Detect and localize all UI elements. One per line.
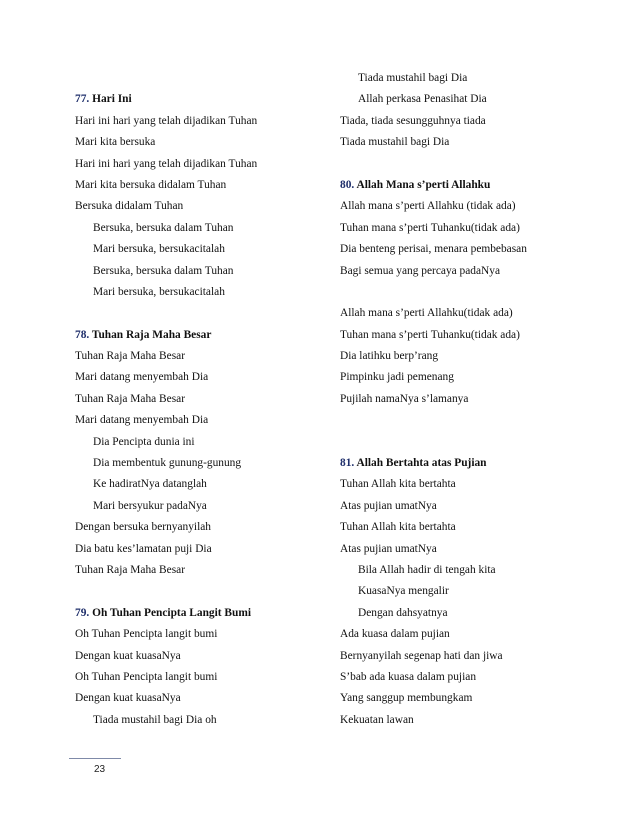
lyric-line-indented: Tiada mustahil bagi Dia bbox=[358, 72, 468, 84]
lyric-line: Dia benteng perisai, menara pembebasan bbox=[340, 243, 527, 256]
song-title bbox=[340, 453, 610, 474]
song-title bbox=[75, 603, 325, 624]
song-title-text: Hari Ini bbox=[89, 93, 132, 106]
blank-line bbox=[340, 282, 610, 303]
lyric-line: Oh Tuhan Pencipta langit bumi bbox=[75, 628, 218, 641]
lyric-line: Pimpinku jadi pemenang bbox=[340, 371, 454, 384]
lyric-line-indented: Mari bersuka, bersukacitalah bbox=[93, 243, 225, 256]
lyric-line: Dengan kuat kuasaNya bbox=[75, 692, 181, 705]
page-number: 23 bbox=[94, 764, 106, 775]
blank-line bbox=[340, 432, 610, 453]
lyric-line: Pujilah namaNya s’lamanya bbox=[340, 392, 469, 405]
lyric-line: Hari ini hari yang telah dijadikan Tuhan bbox=[75, 157, 258, 170]
blank-line bbox=[75, 68, 325, 89]
song-title-text: Allah Bertahta atas Pujian bbox=[354, 457, 487, 470]
lyric-line: Dia latihku berp’rang bbox=[340, 350, 439, 363]
lyric-line: Atas pujian umatNya bbox=[340, 542, 437, 555]
lyric-line-indented: Mari bersuka, bersukacitalah bbox=[93, 285, 225, 298]
lyric-line: Bernyanyilah segenap hati dan jiwa bbox=[340, 649, 503, 662]
footer-rule bbox=[69, 758, 121, 759]
lyric-line: Allah mana s’perti Allahku (tidak ada) bbox=[340, 200, 516, 213]
lyric-line-indented: KuasaNya mengalir bbox=[358, 585, 449, 598]
lyric-line-indented: Allah perkasa Penasihat Dia bbox=[358, 93, 487, 106]
lyric-line: Dengan kuat kuasaNya bbox=[75, 649, 181, 662]
song-title-text: Allah Mana s’perti Allahku bbox=[354, 178, 491, 191]
lyric-line-indented: Bersuka, bersuka dalam Tuhan bbox=[93, 221, 234, 234]
lyric-line: Mari datang menyembah Dia bbox=[75, 371, 209, 384]
lyric-line: Tuhan Raja Maha Besar bbox=[75, 392, 185, 405]
lyric-line: Bersuka didalam Tuhan bbox=[75, 200, 184, 213]
song-title-text: Tuhan Raja Maha Besar bbox=[89, 328, 212, 341]
blank-line bbox=[75, 303, 325, 324]
right-column bbox=[340, 68, 610, 731]
lyric-line-indented: Tiada mustahil bagi Dia oh bbox=[93, 713, 217, 726]
song-title-text: Oh Tuhan Pencipta Langit Bumi bbox=[89, 606, 251, 619]
lyric-line: Allah mana s’perti Allahku(tidak ada) bbox=[340, 307, 513, 320]
lyric-line: Atas pujian umatNya bbox=[340, 499, 437, 512]
lyric-line: Hari ini hari yang telah dijadikan Tuhan bbox=[75, 114, 258, 127]
lyric-line: Dengan bersuka bernyanyilah bbox=[75, 521, 212, 534]
lyric-line: Tiada, tiada sesungguhnya tiada bbox=[340, 114, 486, 127]
lyric-line: Mari datang menyembah Dia bbox=[75, 414, 209, 427]
left-column bbox=[75, 68, 325, 731]
lyric-line-indented: Bila Allah hadir di tengah kita bbox=[358, 563, 496, 576]
lyric-line: Tuhan mana s’perti Tuhanku(tidak ada) bbox=[340, 328, 520, 341]
blank-line bbox=[340, 154, 610, 175]
lyric-line: Tuhan Allah kita bertahta bbox=[340, 521, 456, 534]
lyric-line: S’bab ada kuasa dalam pujian bbox=[340, 670, 477, 683]
blank-line bbox=[340, 410, 610, 431]
lyric-line-indented: Dengan dahsyatnya bbox=[358, 606, 448, 619]
lyric-line: Tuhan Raja Maha Besar bbox=[75, 350, 185, 363]
lyric-line: Oh Tuhan Pencipta langit bumi bbox=[75, 670, 218, 683]
song-title bbox=[340, 175, 610, 196]
blank-line bbox=[75, 581, 325, 602]
song-number: 81. bbox=[340, 457, 355, 470]
lyric-line-indented: Ke hadiratNya datanglah bbox=[93, 478, 207, 491]
lyric-line: Tuhan mana s’perti Tuhanku(tidak ada) bbox=[340, 221, 520, 234]
lyric-line: Tuhan Raja Maha Besar bbox=[75, 563, 185, 576]
lyric-line: Bagi semua yang percaya padaNya bbox=[340, 264, 501, 277]
lyric-line: Tuhan Allah kita bertahta bbox=[340, 478, 456, 491]
lyric-line: Yang sanggup membungkam bbox=[340, 692, 473, 705]
lyric-line: Kekuatan lawan bbox=[340, 713, 414, 726]
lyric-line-indented: Mari bersyukur padaNya bbox=[93, 499, 207, 512]
song-title bbox=[75, 325, 325, 346]
song-number: 80. bbox=[340, 178, 355, 191]
lyric-line-indented: Bersuka, bersuka dalam Tuhan bbox=[93, 264, 234, 277]
lyric-line: Dia batu kes’lamatan puji Dia bbox=[75, 542, 212, 555]
song-number: 79. bbox=[75, 606, 90, 619]
song-number: 78. bbox=[75, 328, 90, 341]
lyric-line-indented: Dia Pencipta dunia ini bbox=[93, 435, 195, 448]
lyric-line: Mari kita bersuka bbox=[75, 136, 156, 149]
lyric-line-indented: Dia membentuk gunung-gunung bbox=[93, 457, 242, 470]
lyric-line: Tiada mustahil bagi Dia bbox=[340, 136, 450, 149]
lyric-line: Mari kita bersuka didalam Tuhan bbox=[75, 178, 227, 191]
lyric-line: Ada kuasa dalam pujian bbox=[340, 628, 450, 641]
song-number: 77. bbox=[75, 93, 90, 106]
song-title bbox=[75, 89, 325, 110]
